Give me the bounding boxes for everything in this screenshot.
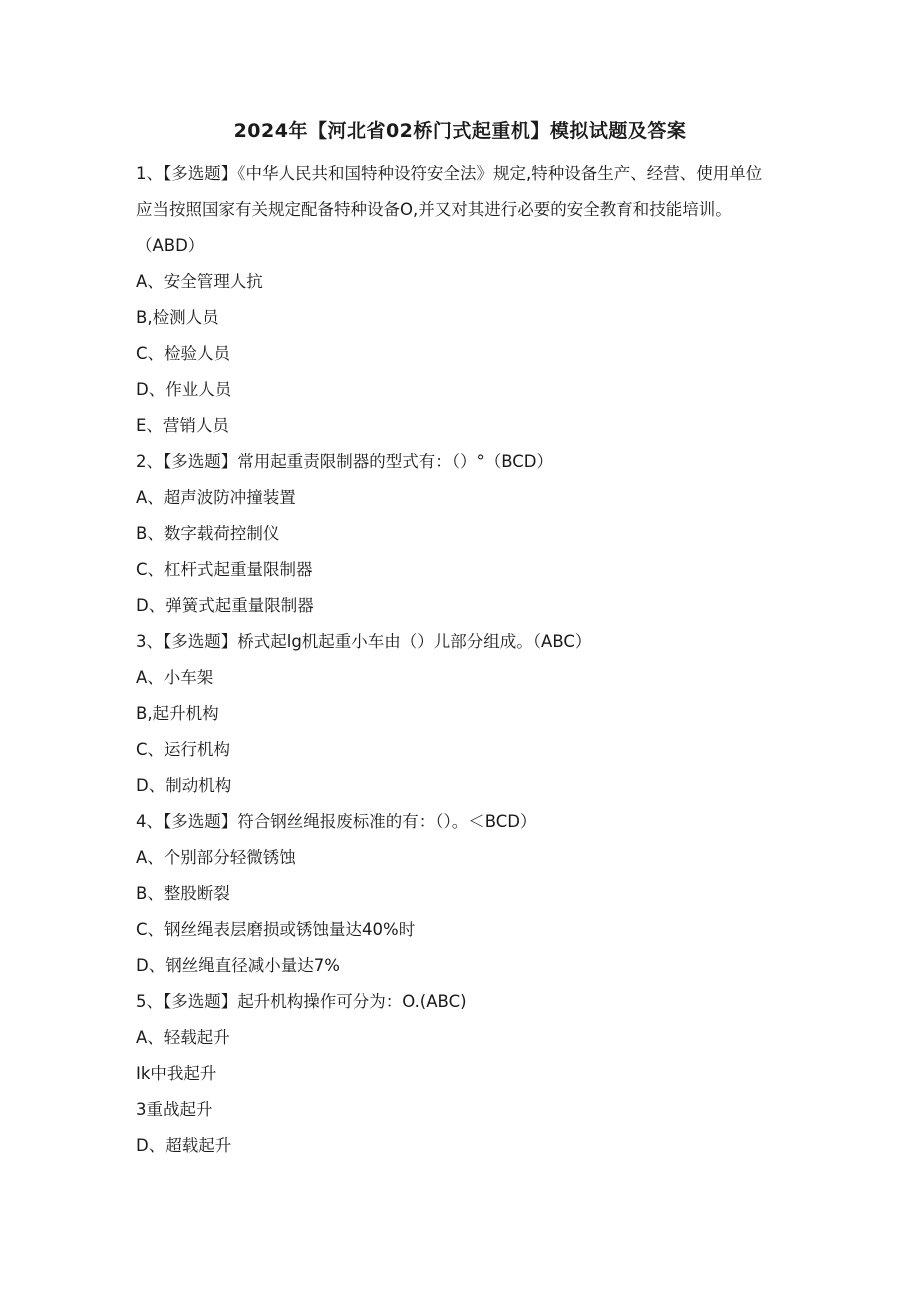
question-stem: 2、【多选题】常用起重责限制器的型式有：（）°（BCD） <box>136 452 554 471</box>
question-option: D、弹簧式起重量限制器 <box>136 596 314 615</box>
question-option: A、超声波防冲撞装置 <box>136 488 296 507</box>
question-option: D、作业人员 <box>136 380 232 399</box>
question-option: D、制动机构 <box>136 776 232 795</box>
question-option: B、数字载荷控制仪 <box>136 524 280 543</box>
question-option: A、小车架 <box>136 668 214 687</box>
question-option: D、钢丝绳直径减小量达7% <box>136 956 340 975</box>
question-option: B,起升机构 <box>136 704 219 723</box>
question-option: B、整股断裂 <box>136 884 230 903</box>
question-option: C、运行机构 <box>136 740 231 759</box>
question-option: C、钢丝绳表层磨损或锈蚀量达40%时 <box>136 920 416 939</box>
question-option: B,检测人员 <box>136 308 219 327</box>
question-option: A、轻载起升 <box>136 1028 230 1047</box>
question-option: A、安全管理人抗 <box>136 272 263 291</box>
question-stem: 5、【多选题】起升机构操作可分为：O.(ABC) <box>136 992 467 1011</box>
question-option: E、营销人员 <box>136 416 229 435</box>
question-option: Ik中我起升 <box>136 1064 217 1083</box>
question-stem: 3、【多选题】桥式起lg机起重小车由（）儿部分组成。（ABC） <box>136 632 592 651</box>
question-stem: 1、【多选题】《中华人民共和国特种设符安全法》规定,特种设备生产、经营、使用单位应当按照国家有关规定配备特种设备O,并又对其进行必要的安全教育和技能培训。（ABD） <box>136 164 763 255</box>
question-option: A、个别部分轻微锈蚀 <box>136 848 296 867</box>
question-stem: 4、【多选题】符合钢丝绳报废标准的有：（）。＜BCD） <box>136 812 537 831</box>
question-option: D、超载起升 <box>136 1136 232 1155</box>
question-list <box>136 156 776 1164</box>
question-option: 3重战起升 <box>136 1100 213 1119</box>
question-option: C、杠杆式起重量限制器 <box>136 560 313 579</box>
question-option: C、检验人员 <box>136 344 231 363</box>
document-title: 2024年【河北省02桥门式起重机】模拟试题及答案 <box>233 120 687 142</box>
